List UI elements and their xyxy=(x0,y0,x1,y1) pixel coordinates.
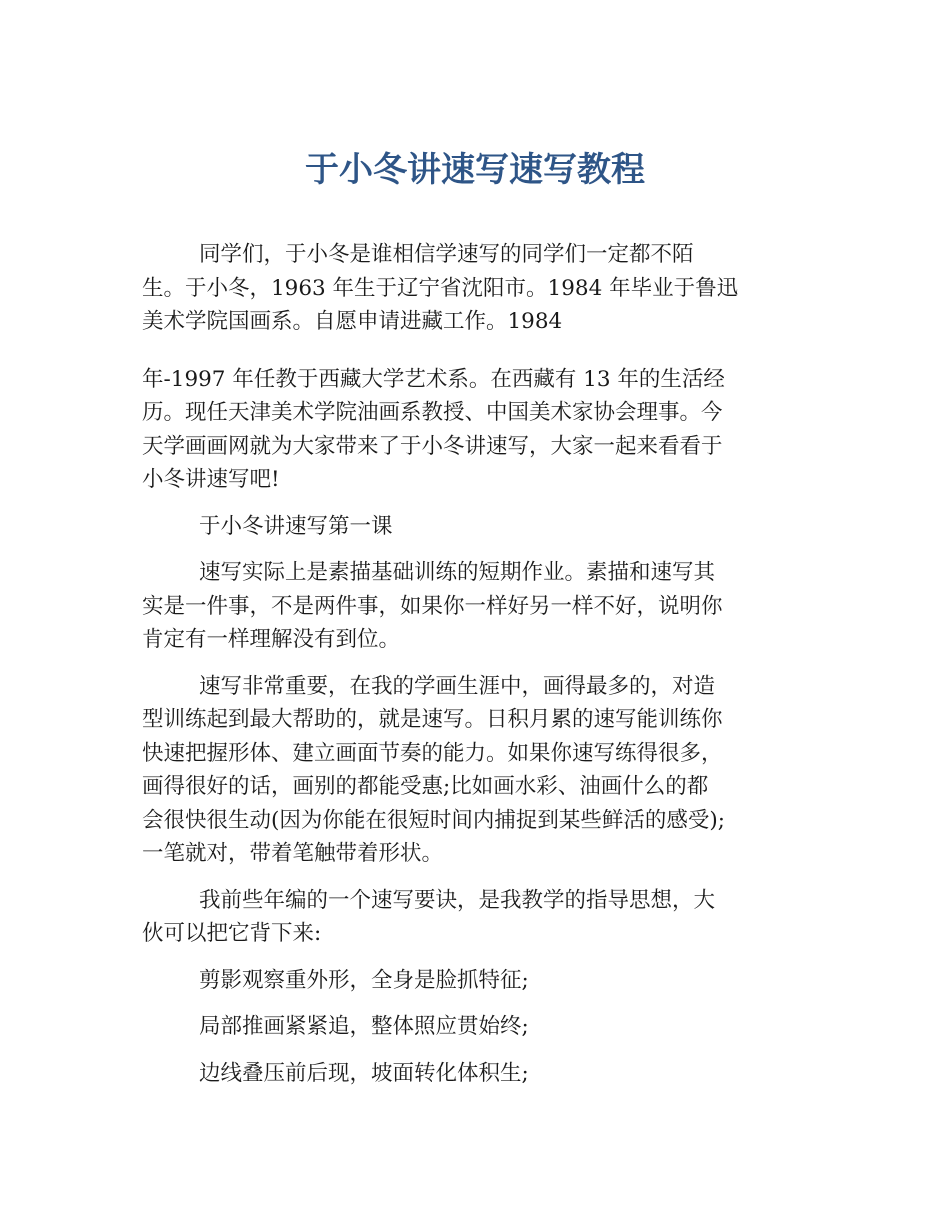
paragraph-lesson-heading: 于小冬讲速写第一课 xyxy=(199,513,393,539)
paragraph-intro: 同学们，于小冬是谁相信学速写的同学们一定都不陌 生。于小冬，1963 年生于辽宁省沈阳市。1984 年毕业于鲁迅 美术学院国画系。自愿申请进藏工作。1984 xyxy=(142,242,739,334)
document-body xyxy=(142,238,812,1103)
paragraph-sketch-formula-intro: 我前些年编的一个速写要诀，是我教学的指导思想，大 伙可以把它背下来: xyxy=(142,887,716,946)
paragraph-sketch-importance: 速写非常重要，在我的学画生涯中，画得最多的，对造 型训练起到最大帮助的，就是速写。日积月累的速写能训练你 快速把握形体、建立画面节奏的能力。如果你速写练得很多， 画得很好的话，画别的都能受惠;比如画水彩、油画什么的都 会很快很生动(因为你能在很短时间内捕捉到某些鲜活的感受); 一笔就对，带着笔触带着形状。 xyxy=(142,673,726,866)
paragraph-formula-line-1: 剪影观察重外形，全身是脸抓特征; xyxy=(199,967,529,993)
paragraph-sketch-definition: 速写实际上是素描基础训练的短期作业。素描和速写其 实是一件事，不是两件事，如果你一样好另一样不好，说明你 肯定有一样理解没有到位。 xyxy=(142,560,723,652)
paragraph-formula-line-2: 局部推画紧紧追，整体照应贯始终; xyxy=(199,1014,529,1039)
document-title: 于小冬讲速写速写教程 xyxy=(305,150,645,190)
paragraph-formula-line-3: 边线叠压前后现，坡面转化体积生; xyxy=(199,1060,529,1086)
paragraph-intro-continued: 年-1997 年任教于西藏大学艺术系。在西藏有 13 年的生活经 历。现任天津美术学院油画系教授、中国美术家协会理事。今 天学画画网就为大家带来了于小冬讲速写，大家一起来看看于 小冬讲速写吧! xyxy=(142,366,725,492)
